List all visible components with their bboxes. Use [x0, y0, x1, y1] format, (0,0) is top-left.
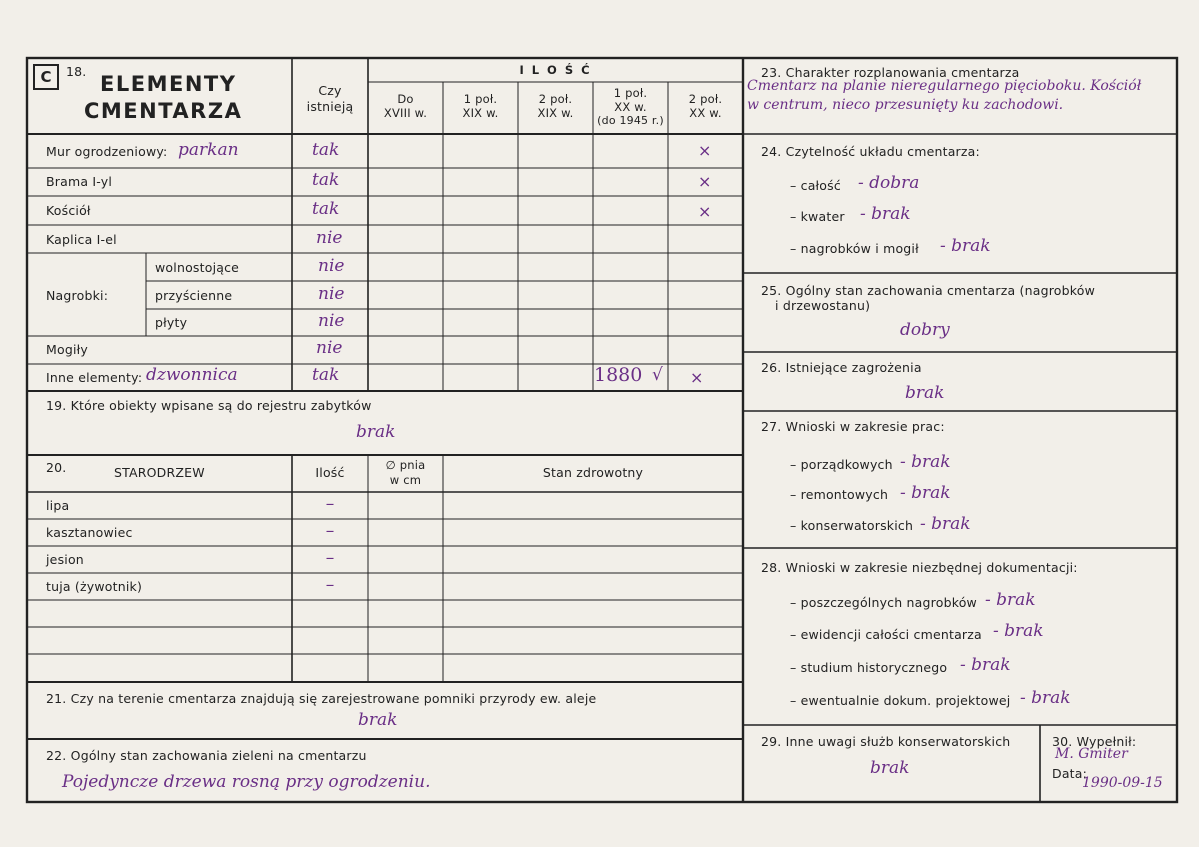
section22-answer: Pojedyncze drzewa rosną przy ogrodzeniu.	[62, 772, 431, 792]
mur-label: Mur ogrodzeniowy:	[46, 144, 168, 159]
section25-label-line2: i drzewostanu)	[775, 298, 871, 313]
inne-label: Inne elementy:	[46, 370, 143, 385]
card-letter-box: C	[33, 64, 59, 90]
inne-mark: ×	[690, 368, 704, 387]
section30-date: 1990-09-15	[1082, 775, 1163, 791]
section18-title-line1: ELEMENTY	[100, 72, 237, 96]
col-exists-line2: istnieją	[306, 99, 354, 114]
kaplica-exists: nie	[316, 228, 343, 248]
s28-ewidencji: – ewidencji całości cmentarza	[790, 627, 982, 642]
section21-answer: brak	[358, 710, 398, 730]
section26-answer: brak	[905, 383, 945, 403]
tree-0-name: lipa	[46, 498, 70, 513]
col-diameter-line2: w cm	[389, 473, 422, 487]
s28-projektowej: – ewentualnie dokum. projektowej	[790, 693, 1011, 708]
section28-label: 28. Wnioski w zakresie niezbędnej dokumentacji:	[761, 560, 1078, 575]
section23-answer-line1: Cmentarz na planie nieregularnego pięcioboku. Kościół	[747, 78, 1142, 94]
section29-answer: brak	[870, 758, 910, 778]
nagrobki-sub3-exists: nie	[318, 311, 345, 331]
inne-year: 1880	[594, 364, 643, 386]
mogily-label: Mogiły	[46, 342, 88, 357]
section24-label: 24. Czytelność układu cmentarza:	[761, 144, 980, 159]
mur-exists: tak	[312, 140, 340, 160]
nagrobki-sub1-exists: nie	[318, 256, 345, 276]
section30-name: M. Gmiter	[1055, 746, 1128, 762]
s28-ewidencji-answer: - brak	[993, 621, 1044, 641]
brama-mark: ×	[698, 172, 712, 191]
tree-2-name: jesion	[46, 552, 84, 567]
s27-remontowych: – remontowych	[790, 487, 889, 502]
brama-exists: tak	[312, 170, 340, 190]
tree-2-qty: –	[325, 548, 335, 568]
section23-answer-line2: w centrum, nieco przesunięty ku zachodowi.	[747, 97, 1064, 113]
period-3-line1: 1 poł.	[613, 86, 648, 100]
section20-title: STARODRZEW	[114, 465, 205, 480]
tree-1-qty: –	[325, 521, 335, 541]
s28-poszczegolnych: – poszczególnych nagrobków	[790, 595, 977, 610]
section22-label: 22. Ogólny stan zachowania zieleni na cmentarzu	[46, 748, 367, 763]
tree-3-qty: –	[325, 575, 335, 595]
nagrobki-sub2-exists: nie	[318, 284, 345, 304]
section19-label: 19. Które obiekty wpisane są do rejestru zabytków	[46, 398, 372, 413]
s24-nagrobkow-answer: - brak	[940, 236, 991, 256]
nagrobki-label: Nagrobki:	[46, 288, 109, 303]
s28-studium: – studium historycznego	[790, 660, 948, 675]
mur-mark: ×	[698, 141, 712, 160]
section29-label: 29. Inne uwagi służb konserwatorskich	[761, 734, 1011, 749]
brama-label: Brama I-yl	[46, 174, 113, 189]
inne-check: √	[652, 365, 663, 385]
inne-exists: tak	[312, 365, 340, 385]
s27-konserwatorskich-answer: - brak	[920, 514, 971, 534]
kosciol-label: Kościół	[46, 203, 91, 218]
tree-3-name: tuja (żywotnik)	[46, 579, 143, 594]
kosciol-mark: ×	[698, 202, 712, 221]
period-3-line3: (do 1945 r.)	[597, 114, 664, 127]
nagrobki-sub1: wolnostojące	[155, 260, 240, 275]
nagrobki-sub2: przyścienne	[155, 288, 233, 303]
period-1-line2: XIX w.	[462, 106, 499, 120]
period-0-line1: Do	[397, 92, 414, 106]
section26-label: 26. Istniejące zagrożenia	[761, 360, 922, 375]
section30-date-label: Data:	[1052, 766, 1088, 781]
ilosc-header: I L O Ś Ć	[519, 63, 592, 77]
s24-kwater-answer: - brak	[860, 204, 911, 224]
inne-note: dzwonnica	[146, 365, 238, 385]
s27-porzadkowych: – porządkowych	[790, 457, 893, 472]
section23-label: 23. Charakter rozplanowania cmentarza	[761, 65, 1020, 80]
section19-answer: brak	[356, 422, 396, 442]
s24-kwater: – kwater	[790, 209, 845, 224]
period-3-line2: XX w.	[614, 100, 647, 114]
kosciol-exists: tak	[312, 199, 340, 219]
nagrobki-sub3: płyty	[155, 315, 188, 330]
tree-0-qty: –	[325, 494, 335, 514]
period-1-line1: 1 poł.	[463, 92, 498, 106]
s27-porzadkowych-answer: - brak	[900, 452, 951, 472]
col-qty: Ilość	[315, 465, 345, 480]
period-4-line2: XX w.	[689, 106, 722, 120]
s28-poszczegolnych-answer: - brak	[985, 590, 1036, 610]
section18-title-line2: CMENTARZA	[84, 99, 243, 123]
s24-nagrobkow: – nagrobków i mogił	[790, 241, 919, 256]
period-2-line1: 2 poł.	[538, 92, 573, 106]
s24-calosc-answer: - dobra	[858, 173, 920, 193]
section21-label: 21. Czy na terenie cmentarza znajdują się zarejestrowane pomniki przyrody ew. aleje	[46, 691, 597, 706]
section25-label-line1: 25. Ogólny stan zachowania cmentarza (nagrobków	[761, 283, 1096, 298]
section25-answer: dobry	[900, 320, 950, 340]
section30-label: 30. Wypełnił:	[1052, 734, 1137, 749]
col-exists-line1: Czy	[318, 83, 342, 98]
col-health: Stan zdrowotny	[542, 465, 644, 480]
mur-note: parkan	[178, 140, 239, 160]
s27-remontowych-answer: - brak	[900, 483, 951, 503]
section20-number: 20.	[46, 460, 67, 475]
s28-projektowej-answer: - brak	[1020, 688, 1071, 708]
period-2-line2: XIX w.	[537, 106, 574, 120]
period-0-line2: XVIII w.	[383, 106, 428, 120]
section27-label: 27. Wnioski w zakresie prac:	[761, 419, 945, 434]
period-4-line1: 2 poł.	[688, 92, 723, 106]
section18-number: 18.	[66, 64, 87, 79]
s27-konserwatorskich: – konserwatorskich	[790, 518, 914, 533]
mogily-exists: nie	[316, 338, 343, 358]
tree-1-name: kasztanowiec	[46, 525, 133, 540]
kaplica-label: Kaplica I-el	[46, 232, 117, 247]
s28-studium-answer: - brak	[960, 655, 1011, 675]
col-diameter-line1: ∅ pnia	[385, 458, 426, 472]
s24-calosc: – całość	[790, 178, 841, 193]
